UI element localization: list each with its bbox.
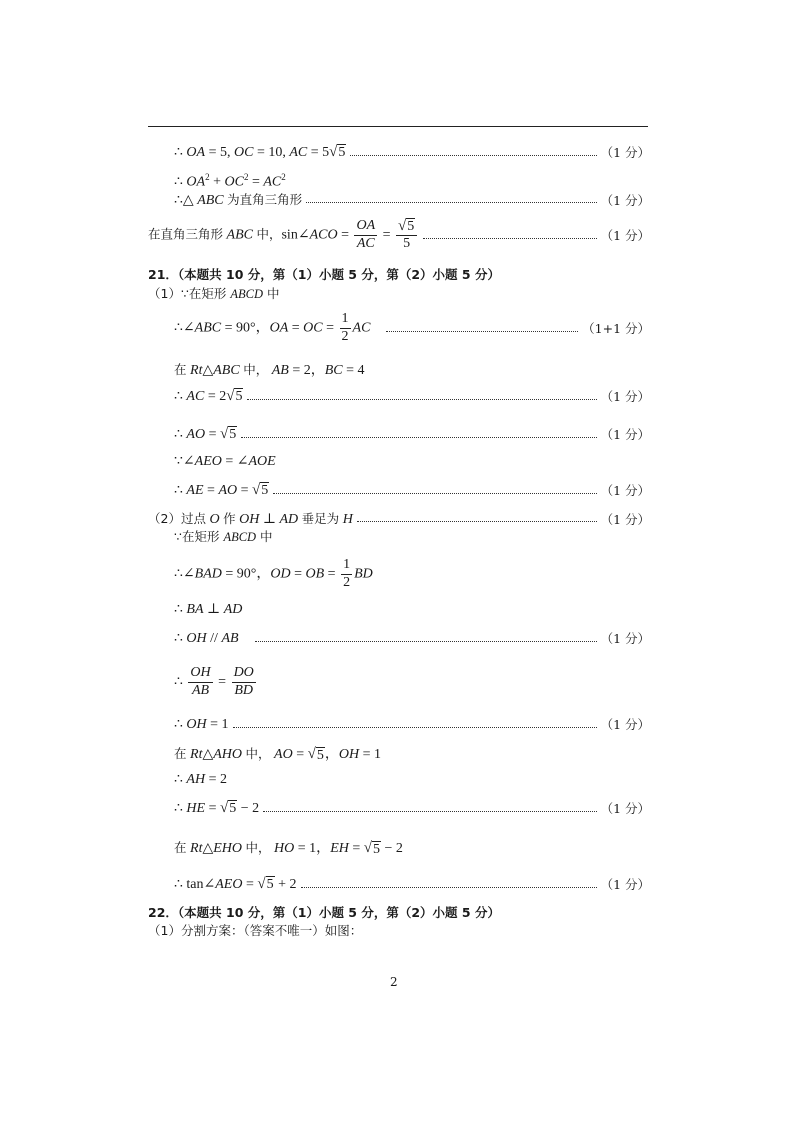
- score-label: （1 分）: [600, 228, 650, 244]
- math-expression: ∴ AH = 2: [174, 772, 227, 787]
- math-expression: ∴ AC = 2 √ 5: [174, 387, 243, 405]
- solution-line: [174, 799, 650, 817]
- score-label: （1 分）: [600, 145, 650, 160]
- solution-line: [148, 218, 650, 252]
- question-heading: 22．（本题共 10 分，第（1）小题 5 分，第（2）小题 5 分）: [148, 905, 500, 920]
- math-expression: ∴ OH // AB: [174, 630, 239, 646]
- math-expression: ∴ BA ⊥ AD: [174, 602, 243, 617]
- dot-leader: [357, 521, 597, 522]
- score-label: （1 分）: [600, 483, 650, 498]
- solution-line: [174, 558, 373, 590]
- solution-line: [174, 743, 381, 763]
- solution-line: [174, 387, 650, 405]
- math-expression: 在直角三角形 ABC 中，sin∠ACO = $\frac{OA}{AC}$ = √ 5 5: [148, 218, 419, 252]
- solution-line: [174, 172, 286, 191]
- math-expression: 在 Rt△AHO 中， AO = √ 5 ，OH = 1: [174, 746, 381, 763]
- solution-line: [174, 601, 242, 618]
- math-expression: （1）∵在矩形 ABCD 中: [148, 286, 280, 301]
- solution-line: [174, 715, 650, 733]
- math-expression: ∵在矩形 ABCD 中: [174, 529, 273, 544]
- solution-line: [174, 481, 650, 499]
- solution-line: [174, 312, 650, 344]
- math-expression: ∴∠ABC = 90°，OA = OC = $\frac{1}{2}$ AC: [174, 311, 371, 344]
- solution-line: [174, 666, 258, 698]
- math-expression: ∴ $OA^2 + OC^2 = AC^2$: [174, 172, 286, 190]
- dot-leader: [255, 641, 597, 642]
- score-label: （1 分）: [600, 427, 650, 442]
- solution-line: [174, 875, 650, 893]
- dot-leader: [273, 493, 596, 494]
- math-expression: ∴ AE = AO = √ 5: [174, 481, 269, 499]
- solution-line: [174, 771, 227, 788]
- score-label: （1 分）: [600, 631, 650, 646]
- math-expression: ∴ OH = 1: [174, 716, 229, 732]
- score-label: （1 分）: [600, 801, 650, 816]
- score-label: （1+1 分）: [582, 321, 650, 337]
- dot-leader: [386, 331, 578, 332]
- solution-line: [174, 425, 650, 443]
- dot-leader: [263, 811, 596, 812]
- dot-leader: [301, 887, 597, 888]
- dot-leader: [350, 155, 596, 156]
- math-expression: ∴ tan∠AEO = √ 5 + 2: [174, 875, 297, 893]
- solution-line: [174, 190, 650, 209]
- score-label: （1 分）: [600, 877, 650, 892]
- math-expression: ∴ AO = √ 5: [174, 425, 237, 443]
- math-expression: 在 Rt△ABC 中， AB = 2，BC = 4: [174, 362, 365, 378]
- dot-leader: [233, 727, 597, 728]
- solution-line: [174, 837, 403, 857]
- dot-leader: [306, 202, 596, 203]
- math-expression: ∴ OA = 5, OC = 10, AC = 5 √ 5: [174, 143, 346, 161]
- solution-line: [174, 527, 273, 545]
- score-label: （1 分）: [600, 192, 650, 208]
- math-expression: 在 Rt△EHO 中， HO = 1，EH = √ 5 − 2: [174, 840, 403, 857]
- math-expression: ∵∠AEO = ∠AOE: [174, 454, 276, 469]
- math-expression: ∴△ ABC 为直角三角形: [174, 192, 303, 208]
- page-number: 2: [390, 975, 398, 989]
- header-rule: [148, 126, 648, 127]
- dot-leader: [423, 238, 596, 239]
- score-label: （1 分）: [600, 717, 650, 732]
- math-expression: ∴ HE = √ 5 − 2: [174, 799, 260, 817]
- score-label: （1 分）: [600, 511, 650, 527]
- solution-line: [148, 284, 280, 302]
- dot-leader: [247, 399, 596, 400]
- solution-line: [174, 453, 276, 470]
- math-expression: ∴ $\frac{OH}{AB}$ = $\frac{DO}{BD}$: [174, 665, 254, 698]
- math-expression: ∴∠BAD = 90°，OD = OB = $\frac{1}{2}$ BD: [174, 557, 373, 590]
- question-heading: 21．（本题共 10 分，第（1）小题 5 分，第（2）小题 5 分）: [148, 267, 500, 282]
- solution-line: [174, 359, 365, 379]
- solution-line: （1）分割方案：（答案不唯一）如图：: [148, 923, 363, 938]
- dot-leader: [241, 437, 596, 438]
- math-expression: （2）过点 O 作 OH ⊥ AD 垂足为 H: [148, 511, 353, 527]
- solution-line: [174, 629, 650, 647]
- solution-line: [148, 509, 650, 528]
- score-label: （1 分）: [600, 389, 650, 404]
- solution-line: [174, 143, 650, 161]
